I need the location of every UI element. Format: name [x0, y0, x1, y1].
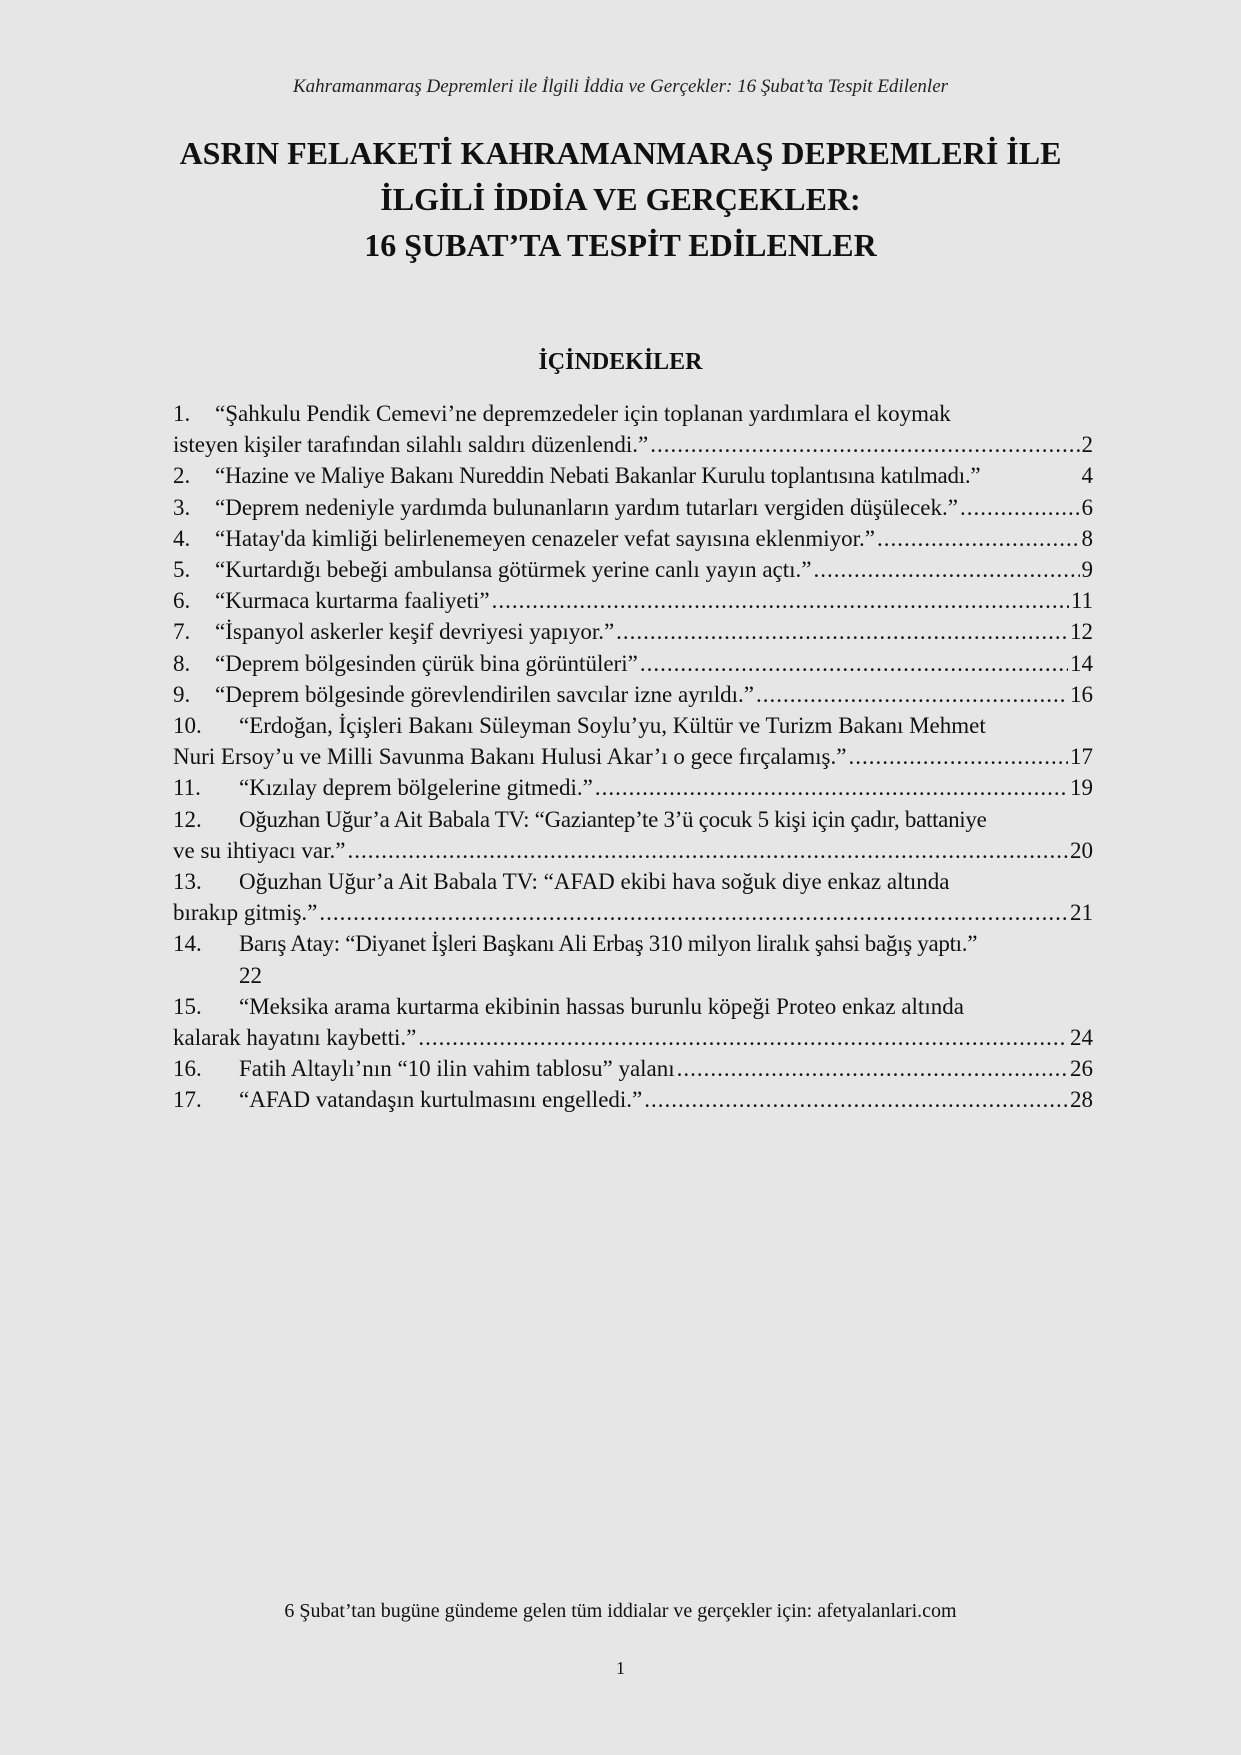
table-of-contents [173, 398, 1093, 1116]
toc-entry-page: 22 [239, 962, 262, 988]
toc-entry-page: 26 [1070, 1056, 1093, 1082]
toc-entry-page: 12 [1070, 619, 1093, 645]
toc-entry-title: “Deprem bölgesinde görevlendirilen savcılar izne ayrıldı.” [215, 681, 755, 707]
toc-entry[interactable] [173, 866, 1093, 928]
toc-entry-title: “Deprem bölgesinden çürük bina görüntüleri” [215, 650, 638, 676]
toc-entry-page: 8 [1081, 525, 1093, 551]
toc-entry-title: “AFAD vatandaşın kurtulmasını engelledi.” [239, 1087, 643, 1113]
toc-entry-title-cont: bırakıp gitmiş.” [173, 900, 318, 926]
toc-entry-page: 9 [1081, 557, 1093, 583]
toc-entry-title: “Hazine ve Maliye Bakanı Nureddin Nebati Bakanlar Kurulu toplantısına katılmadı.” [215, 463, 981, 489]
toc-entry[interactable] [173, 398, 1093, 460]
toc-entry-number: 1. [173, 401, 191, 426]
toc-entry-title: “Kurmaca kurtarma faaliyeti” [215, 588, 490, 614]
running-header: Kahramanmaraş Depremleri ile İlgili İddia ve Gerçekler: 16 Şubat’ta Tespit Edilenler [292, 76, 949, 97]
toc-entry-page: 2 [1081, 432, 1093, 458]
toc-entry[interactable] [173, 648, 1093, 679]
toc-leader [595, 772, 1068, 803]
toc-entry-title-cont: Nuri Ersoy’u ve Milli Savunma Bakanı Hulusi Akar’ı o gece fırçalamış.” [173, 744, 847, 770]
toc-entry-title: Fatih Altaylı’nın “10 ilin vahim tablosu” yalanı [239, 1056, 675, 1082]
document-title [100, 130, 1141, 268]
toc-leader [418, 1022, 1068, 1053]
toc-leader [877, 523, 1080, 554]
toc-entry-number: 8. [173, 650, 191, 676]
toc-entry-number: 5. [173, 557, 191, 583]
toc-entry-number: 9. [173, 681, 191, 707]
toc-leader [960, 492, 1080, 523]
toc-entry-page: 19 [1070, 775, 1093, 801]
toc-entry[interactable] [173, 1053, 1093, 1084]
toc-entry[interactable] [173, 460, 1093, 491]
toc-entry[interactable] [173, 1084, 1093, 1115]
toc-entry-number: 10. [173, 713, 202, 739]
toc-entry-page: 21 [1070, 900, 1093, 926]
toc-entry-number: 3. [173, 494, 191, 520]
toc-entry-title: “Hatay'da kimliği belirlenemeyen cenazeler vefat sayısına eklenmiyor.” [215, 525, 875, 551]
toc-entry-number: 11. [173, 775, 201, 801]
toc-entry[interactable] [173, 804, 1093, 866]
toc-entry-number: 7. [173, 619, 191, 645]
toc-entry-page: 6 [1081, 494, 1093, 520]
toc-entry-title: “Erdoğan, İçişleri Bakanı Süleyman Soylu’yu, Kültür ve Turizm Bakanı Mehmet [239, 713, 986, 739]
toc-entry[interactable] [173, 772, 1093, 803]
toc-heading: İÇİNDEKİLER [538, 349, 703, 375]
toc-leader [640, 648, 1068, 679]
toc-entry-title: “İspanyol askerler keşif devriyesi yapıyor.” [215, 619, 615, 645]
toc-leader [492, 585, 1069, 616]
page-number: 1 [616, 1658, 625, 1678]
toc-entry-number: 17. [173, 1087, 202, 1113]
toc-leader [650, 429, 1079, 460]
toc-leader [756, 679, 1068, 710]
toc-entry-title-cont: kalarak hayatını kaybetti.” [173, 1025, 417, 1051]
toc-entry-title-cont: ve su ihtiyacı var.” [173, 837, 346, 863]
document-title-line: 16 ŞUBAT’TA TESPİT EDİLENLER [364, 227, 877, 263]
toc-entry-title: “Meksika arama kurtarma ekibinin hassas burunlu köpeği Proteo enkaz altında [239, 993, 964, 1019]
toc-entry-title: Oğuzhan Uğur’a Ait Babala TV: “AFAD ekibi hava soğuk diye enkaz altında [239, 869, 950, 895]
toc-entry-number: 15. [173, 993, 202, 1019]
toc-entry-page: 11 [1070, 588, 1093, 614]
toc-entry[interactable] [173, 679, 1093, 710]
toc-entry-page: 14 [1070, 650, 1093, 676]
toc-entry-title: “Şahkulu Pendik Cemevi’ne depremzedeler için toplanan yardımlara el koymak [215, 401, 951, 426]
toc-entry-number: 4. [173, 525, 191, 551]
toc-entry-page: 16 [1070, 681, 1093, 707]
toc-entry[interactable] [173, 585, 1093, 616]
toc-entry-page: 20 [1070, 837, 1093, 863]
toc-leader [319, 897, 1068, 928]
toc-entry-page: 24 [1070, 1025, 1093, 1051]
toc-entry-title-cont: isteyen kişiler tarafından silahlı saldırı düzenlendi.” [173, 432, 649, 458]
toc-entry[interactable] [173, 928, 1093, 990]
toc-entry[interactable] [173, 616, 1093, 647]
toc-leader [677, 1053, 1068, 1084]
toc-leader [848, 741, 1068, 772]
document-title-line: İLGİLİ İDDİA VE GERÇEKLER: [380, 181, 861, 217]
toc-entry[interactable] [173, 523, 1093, 554]
toc-entry-number: 2. [173, 463, 191, 489]
toc-entry-title: Oğuzhan Uğur’a Ait Babala TV: “Gaziantep’te 3’ü çocuk 5 kişi için çadır, battaniye [239, 806, 987, 832]
toc-entry-title: “Kurtardığı bebeği ambulansa götürmek yerine canlı yayın açtı.” [215, 557, 812, 583]
toc-entry[interactable] [173, 991, 1093, 1053]
toc-entry-number: 13. [173, 869, 202, 895]
toc-entry-number: 12. [173, 806, 202, 832]
toc-entry-title: Barış Atay: “Diyanet İşleri Başkanı Ali Erbaş 310 milyon liralık şahsi bağış yaptı.” [239, 931, 978, 957]
toc-entry-page: 17 [1070, 744, 1093, 770]
toc-entry[interactable] [173, 554, 1093, 585]
toc-leader [644, 1084, 1068, 1115]
document-title-line: ASRIN FELAKETİ KAHRAMANMARAŞ DEPREMLERİ İLE [179, 135, 1062, 171]
toc-entry[interactable] [173, 710, 1093, 772]
toc-entry-number: 14. [173, 931, 202, 957]
toc-leader [347, 835, 1068, 866]
toc-entry-number: 6. [173, 588, 191, 614]
toc-entry-title: “Kızılay deprem bölgelerine gitmedi.” [239, 775, 593, 801]
footer-note: 6 Şubat’tan bugüne gündeme gelen tüm iddialar ve gerçekler için: afetyalanlari.com [284, 1600, 957, 1622]
toc-entry[interactable] [173, 492, 1093, 523]
toc-entry-number: 16. [173, 1056, 202, 1082]
toc-leader [814, 554, 1080, 585]
toc-entry-page: 4 [1081, 463, 1093, 489]
toc-entry-page: 28 [1070, 1087, 1093, 1113]
toc-entry-title: “Deprem nedeniyle yardımda bulunanların yardım tutarları vergiden düşülecek.” [215, 494, 958, 520]
toc-leader [616, 616, 1068, 647]
